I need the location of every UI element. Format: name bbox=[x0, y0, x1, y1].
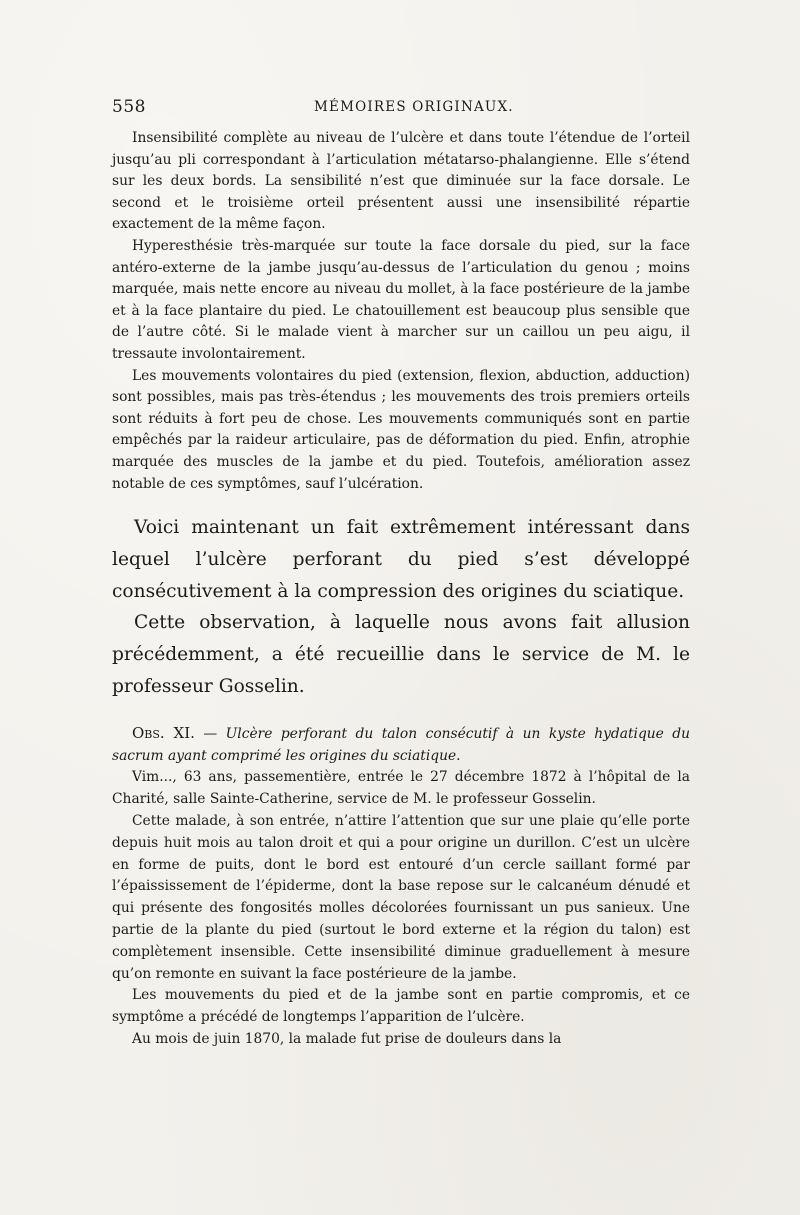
observation-dash: — bbox=[194, 725, 226, 742]
paragraph-au-mois: Au mois de juin 1870, la malade fut prise de douleurs dans la bbox=[132, 1031, 562, 1048]
observation-title: Ulcère perforant du talon consécutif à un kyste hydatique du sacrum ayant comprimé les origines du sciatique. bbox=[112, 725, 691, 764]
page-body bbox=[112, 128, 690, 1051]
small-text-block bbox=[112, 128, 690, 495]
observation-heading bbox=[112, 723, 690, 768]
paragraph-insensibilite: Insensibilité complète au niveau de l’ulcère et dans toute l’étendue de l’orteil jusqu’au pli correspondant à l’articulation métatarso-phalangienne. Elle s’étend sur les deux bords. La sensibilité n’est que diminuée sur la face dorsale. Le second et le troisième orteil présentent aussi une insensibilité répartie exactement de la même façon. bbox=[112, 130, 690, 233]
paragraph-cette-malade: Cette malade, à son entrée, n’attire l’attention que sur une plaie qu’elle porte depuis huit mois au talon droit et qui a pour origine un durillon. C’est un ulcère en forme de puits, dont le bord est entouré d’un cercle saillant formé par l’épaississement de l’épiderme, dont la base repose sur le calcanéum dénudé et qui présente des fongosités molles décolorées fournissant un pus sanieux. Une partie de la plante du pied (surtout le bord externe et la région du talon) est complètement insensible. Cette insensibilité diminue graduellement à mesure qu’on remonte en suivant la face postérieure de la jambe. bbox=[112, 813, 690, 982]
paragraph-mouvements: Les mouvements volontaires du pied (extension, flexion, abduction, adduction) sont possibles, mais pas très-étendus ; les mouvements des trois premiers orteils sont réduits à fort peu de chose. Les mouvements communiqués sont en partie empêchés par la raideur articulaire, pas de déformation du pied. Enfin, atrophie marquée des muscles de la jambe et du pied. Toutefois, amélioration assez notable de ces symptômes, sauf l’ulcération. bbox=[112, 367, 690, 492]
paragraph-vim: Vim..., 63 ans, passementière, entrée le 27 décembre 1872 à l’hôpital de la Charité, salle Sainte-Catherine, service de M. le professeur Gosselin. bbox=[112, 769, 690, 808]
paragraph-hyperesthesie: Hyperesthésie très-marquée sur toute la face dorsale du pied, sur la face antéro-externe de la jambe jusqu’au-dessus de l’articulation du genou ; moins marquée, mais nette encore au niveau du mollet, à la face postérieure de la jambe et à la face plantaire du pied. Le chatouillement est beaucoup plus sensible que de l’autre côté. Si le malade vient à marcher sur un caillou un peu aigu, il tressaute involontairement. bbox=[112, 237, 690, 362]
observation-label: Obs. XI. bbox=[132, 723, 195, 742]
page-header bbox=[112, 97, 692, 123]
page-number: 558 bbox=[112, 97, 146, 117]
paragraph-voici: Voici maintenant un fait extrêmement intéressant dans lequel l’ulcère perforant du pied s’est développé consécutivement à la compression des origines du sciatique. bbox=[112, 517, 690, 602]
observation-block bbox=[112, 723, 690, 1051]
large-text-block bbox=[112, 512, 690, 703]
paragraph-cette-observation: Cette observation, à laquelle nous avons fait allusion précédemment, a été recueillie dans le service de M. le professeur Gosselin. bbox=[112, 612, 690, 698]
running-title: MÉMOIRES ORIGINAUX. bbox=[314, 99, 514, 115]
paragraph-les-mouvements: Les mouvements du pied et de la jambe sont en partie compromis, et ce symptôme a précédé de longtemps l’apparition de l’ulcère. bbox=[112, 987, 690, 1026]
